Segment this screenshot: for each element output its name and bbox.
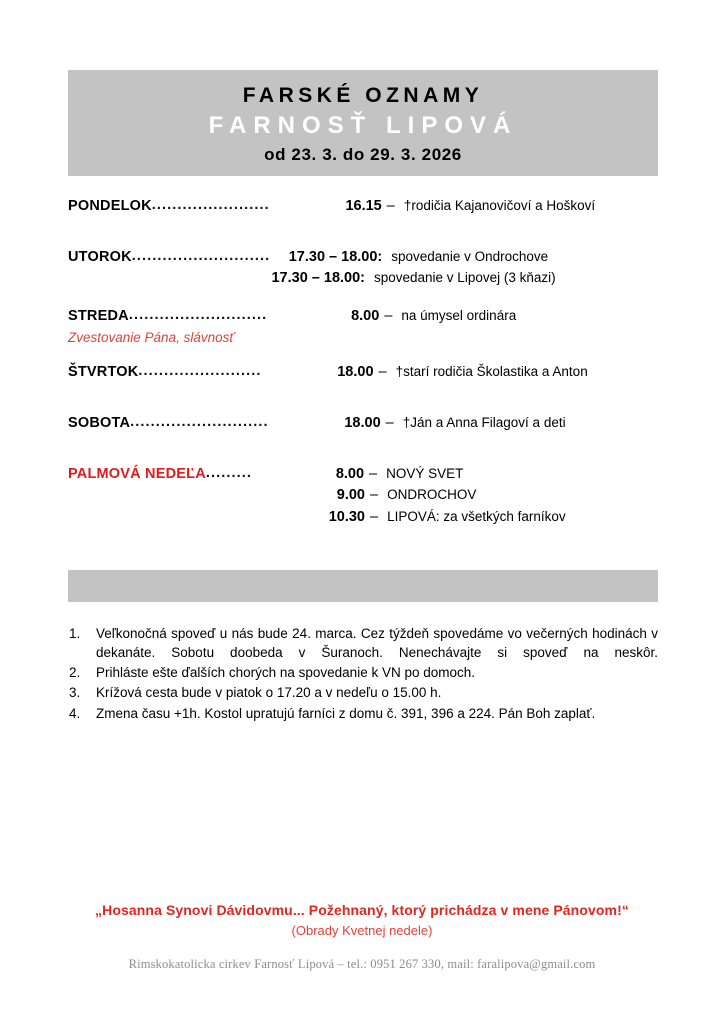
time-dash: –	[370, 487, 379, 504]
schedule-primary-line	[68, 247, 658, 268]
schedule-primary-line	[68, 196, 658, 217]
schedule-row	[68, 196, 658, 217]
page-title: FARSKÉ OZNAMY	[242, 84, 484, 107]
mass-schedule	[68, 196, 658, 529]
dot-leader: ...........................	[128, 306, 268, 323]
day-label: SOBOTA	[68, 415, 131, 432]
note-item	[68, 624, 658, 662]
dot-leader: .........	[205, 465, 253, 482]
mass-intention: spovedanie v Lipovej (3 kňazi)	[374, 270, 556, 286]
time-dash: –	[384, 307, 393, 324]
time-dash: –	[369, 466, 378, 483]
day-label: UTOROK	[68, 249, 132, 266]
schedule-row	[68, 306, 658, 348]
schedule-primary-line	[68, 362, 658, 383]
day-label: PONDELOK	[68, 198, 152, 214]
mass-intention: NOVÝ SVET	[386, 466, 464, 482]
schedule-extra-line	[68, 268, 658, 290]
note-number: 3.	[69, 685, 81, 701]
schedule-primary-line	[68, 306, 658, 327]
schedule-row	[68, 413, 658, 434]
mass-intention: †rodičia Kajanovičoví a Hoškoví	[403, 198, 596, 213]
dot-leader: ...........................	[131, 248, 271, 265]
day-label: PALMOVÁ NEDEĽA	[68, 466, 206, 483]
quote-text: „Hosanna Synovi Dávidovmu... Požehnaný, ktorý prichádza v mene Pánovom!“	[95, 902, 629, 918]
dot-leader: .......................	[151, 197, 270, 213]
mass-time: 17.30 – 18.00:	[288, 249, 383, 266]
mass-time: 18.00	[344, 415, 381, 432]
note-number: 1.	[69, 626, 81, 641]
mass-time: 16.15	[345, 198, 382, 214]
mass-intention: †Ján a Anna Filagoví a deti	[402, 415, 566, 431]
mass-time: 9.00	[336, 487, 365, 504]
note-text: Prihláste ešte ďalších chorých na spovedanie k VN po domoch.	[96, 665, 476, 681]
mass-time: 8.00	[351, 307, 380, 324]
closing-quote	[62, 901, 662, 940]
mass-time: 8.00	[335, 466, 365, 483]
mass-intention: na úmysel ordinára	[401, 307, 517, 323]
time-dash: –	[386, 198, 395, 214]
date-range: od 23. 3. do 29. 3. 2026	[264, 144, 462, 164]
time-dash: –	[385, 415, 394, 432]
feast-note: Zvestovanie Pána, slávnosť	[68, 329, 235, 345]
mass-time: 17.30 – 18.00:	[271, 270, 365, 287]
mass-time: 10.30	[328, 508, 365, 525]
quote-source: (Obrady Kvetnej nedele)	[291, 922, 433, 938]
day-label: ŠTVRTOK	[68, 364, 139, 381]
note-item	[68, 704, 658, 723]
dot-leader: ........................	[138, 363, 262, 380]
header-banner	[68, 70, 658, 176]
mass-intention: †starí rodičia Školastika a Anton	[395, 364, 588, 380]
schedule-extra-line	[68, 485, 658, 507]
schedule-primary-line	[68, 464, 658, 485]
note-number: 2.	[69, 665, 81, 681]
note-item	[68, 683, 658, 702]
time-dash: –	[370, 508, 379, 525]
mass-intention: ONDROCHOV	[387, 487, 477, 503]
dot-leader: ...........................	[130, 414, 269, 431]
schedule-row	[68, 362, 658, 383]
parish-name: FARNOSŤ LIPOVÁ	[208, 112, 518, 140]
note-text: Zmena času +1h. Kostol upratujú farníci z domu č. 391, 396 a 224. Pán Boh zaplať.	[96, 705, 596, 721]
day-label: STREDA	[68, 307, 129, 324]
note-item	[68, 663, 658, 682]
note-number: 4.	[69, 705, 81, 721]
mass-intention: spovedanie v Ondrochove	[391, 249, 549, 265]
announcement-notes	[68, 624, 658, 724]
schedule-extra-line	[68, 507, 658, 529]
mass-time: 18.00	[337, 364, 374, 381]
divider-band	[68, 570, 658, 602]
mass-intention: LIPOVÁ: za všetkých farníkov	[387, 508, 566, 524]
parish-contact: Rimskokatolicka cirkev Farnosť Lipová – tel.: 0951 267 330, mail: faralipova@gmail.com	[128, 957, 596, 971]
note-text: Veľkonočná spoveď u nás bude 24. marca. Cez týždeň spovedáme vo večerných hodinách v dekanáte. Sobotu doobeda v Šuranoch. Nenechávajte si spoveď na neskôr.	[96, 626, 658, 661]
schedule-row	[68, 247, 658, 290]
schedule-primary-line	[68, 413, 658, 434]
schedule-row	[68, 464, 658, 529]
note-text: Krížová cesta bude v piatok o 17.20 a v nedeľu o 15.00 h.	[96, 685, 442, 701]
time-dash: –	[378, 364, 387, 381]
